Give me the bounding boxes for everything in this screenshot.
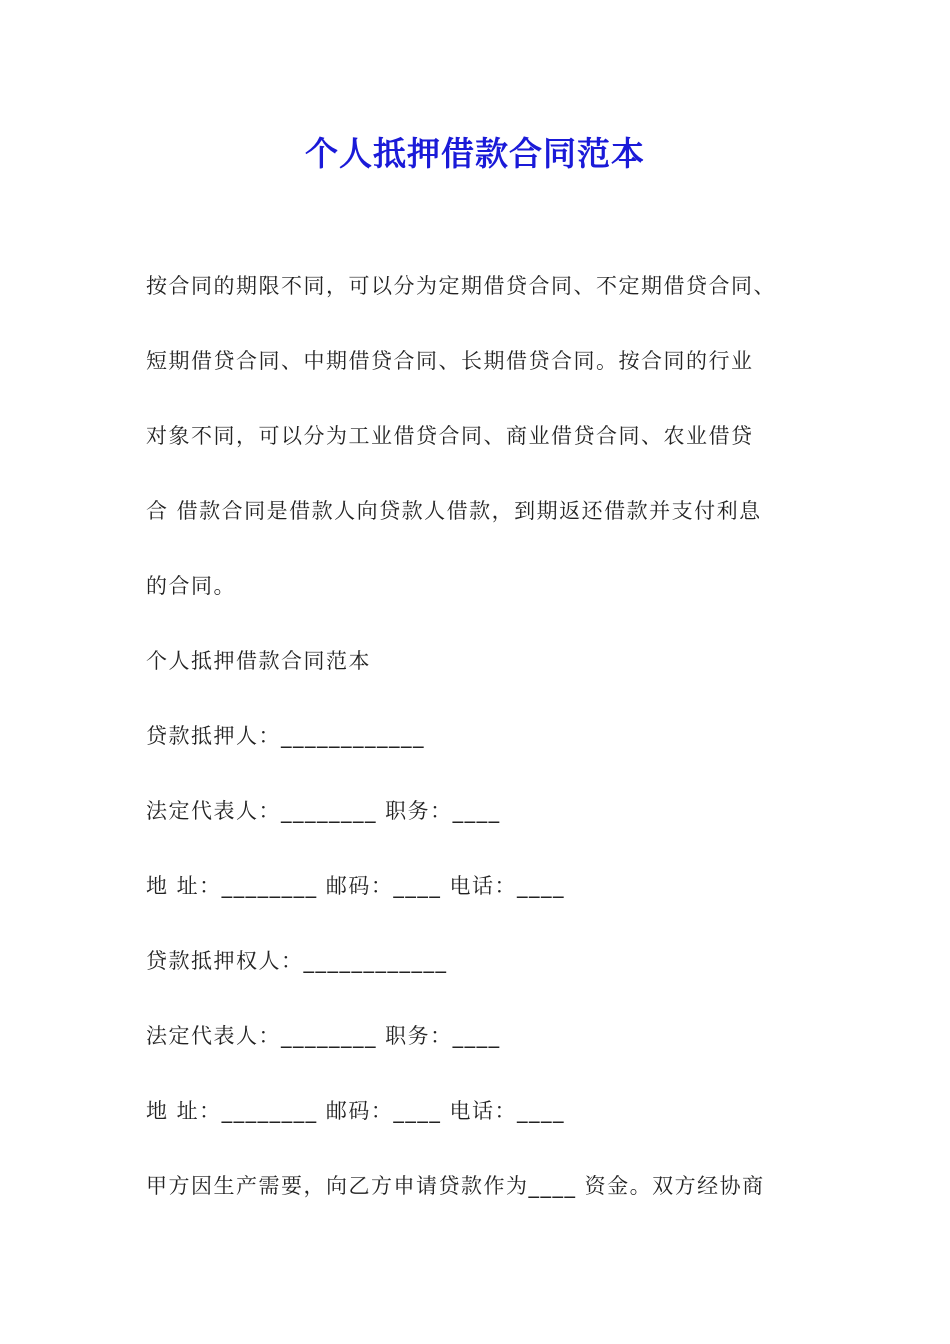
closing-line: 甲方因生产需要，向乙方申请贷款作为____ 资金。双方经协商 xyxy=(146,1174,765,1198)
field-mortgagor: 贷款抵押人：____________ xyxy=(146,724,425,748)
intro-line-3: 对象不同，可以分为工业借贷合同、商业借贷合同、农业借贷 xyxy=(146,424,754,448)
intro-line-4: 合 借款合同是借款人向贷款人借款，到期返还借款并支付利息 xyxy=(146,499,762,523)
intro-line-5: 的合同。 xyxy=(146,574,236,598)
intro-line-2: 短期借贷合同、中期借贷合同、长期借贷合同。按合同的行业 xyxy=(146,349,754,373)
field-mortgagee-representative: 法定代表人：________ 职务：____ xyxy=(146,1024,501,1048)
field-mortgagor-representative: 法定代表人：________ 职务：____ xyxy=(146,799,501,823)
contract-subtitle: 个人抵押借款合同范本 xyxy=(146,649,371,673)
document-title: 个人抵押借款合同范本 xyxy=(305,134,645,173)
field-mortgagee-address: 地 址：________ 邮码：____ 电话：____ xyxy=(146,1099,566,1123)
field-mortgagee: 贷款抵押权人：____________ xyxy=(146,949,448,973)
intro-line-1: 按合同的期限不同，可以分为定期借贷合同、不定期借贷合同、 xyxy=(146,274,776,298)
field-mortgagor-address: 地 址：________ 邮码：____ 电话：____ xyxy=(146,874,566,898)
